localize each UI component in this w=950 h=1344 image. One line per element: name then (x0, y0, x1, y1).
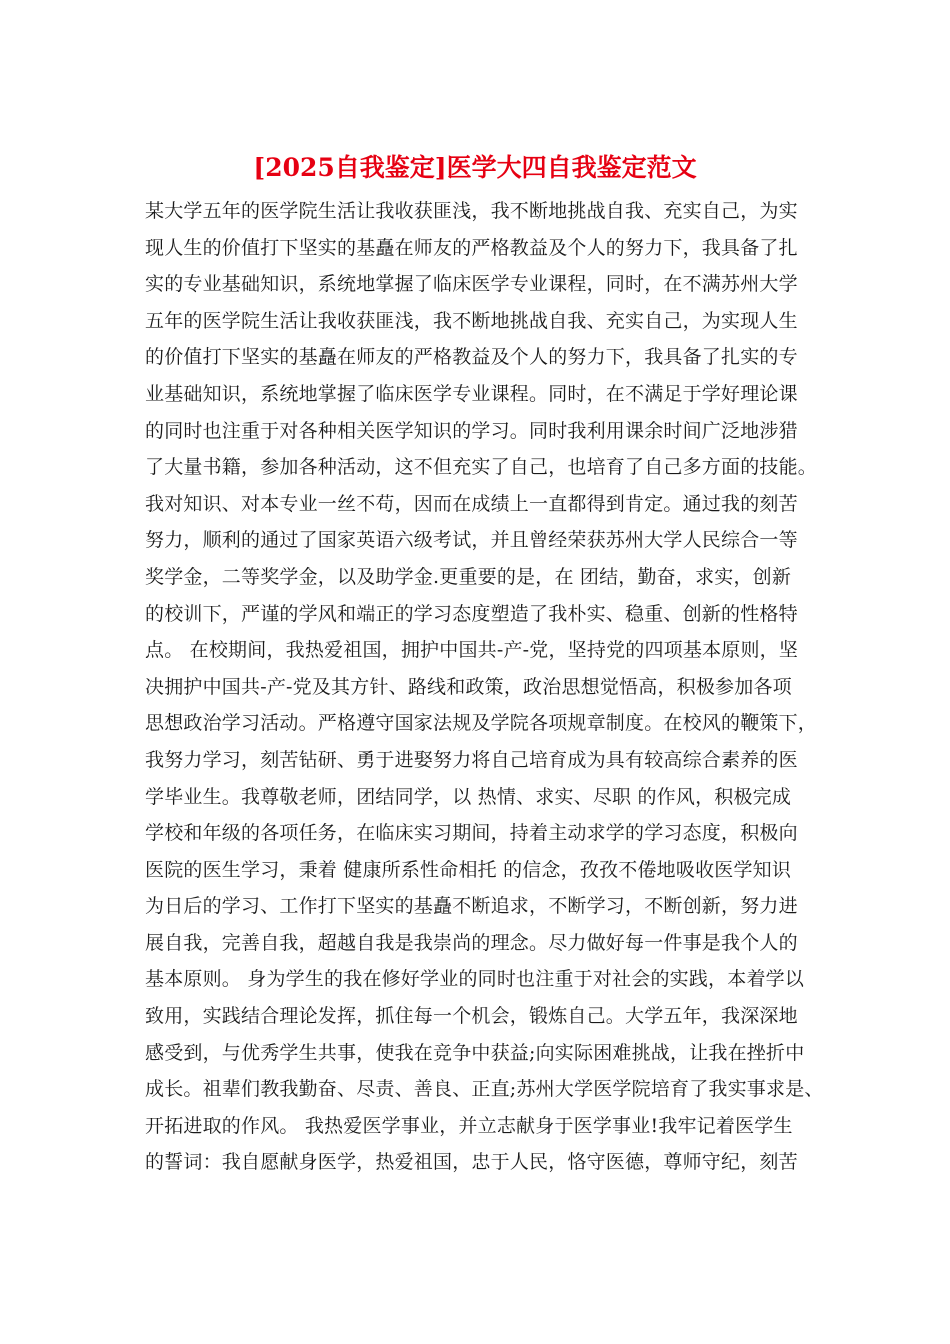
body-line: 思想政治学习活动。严格遵守国家法规及学院各项规章制度。在校风的鞭策下， (145, 712, 818, 735)
body-line: 现人生的价值打下坚实的基矗在师友的严格教益及个人的努力下，我具备了扎 (145, 236, 798, 259)
body-line: 学毕业生。我尊敬老师，团结同学，以 热情、求实、尽职 的作风，积极完成 (145, 785, 792, 808)
body-line: 为日后的学习、工作打下坚实的基矗不断追求，不断学习，不断创新，努力进 (145, 895, 798, 918)
body-line: 医院的医生学习，秉着 健康所系性命相托 的信念，孜孜不倦地吸收医学知识 (145, 858, 792, 881)
body-line: 实的专业基础知识，系统地掌握了临床医学专业课程，同时，在不满苏州大学 (145, 273, 798, 296)
body-line: 我对知识、对本专业一丝不苟，因而在成绩上一直都得到肯定。通过我的刻苦 (145, 492, 798, 515)
body-line: 成长。祖辈们教我勤奋、尽责、善良、正直;苏州大学医学院培育了我实事求是、 (145, 1078, 824, 1101)
body-line: 奖学金，二等奖学金，以及助学金.更重要的是，在 团结，勤奋，求实，创新 (145, 565, 792, 588)
document-body (145, 193, 825, 1181)
body-line: 的同时也注重于对各种相关医学知识的学习。同时我利用课余时间广泛地涉猎 (145, 419, 798, 442)
body-line: 的价值打下坚实的基矗在师友的严格教益及个人的努力下，我具备了扎实的专 (145, 346, 798, 369)
body-line: 努力，顺利的通过了国家英语六级考试，并且曾经荣获苏州大学人民综合一等 (145, 529, 798, 552)
body-line: 致用，实践结合理论发挥，抓住每一个机会，锻炼自己。大学五年，我深深地 (145, 1005, 798, 1028)
body-line: 某大学五年的医学院生活让我收获匪浅，我不断地挑战自我、充实自己，为实 (145, 200, 798, 222)
body-line: 了大量书籍，参加各种活动，这不但充实了自己，也培育了自己多方面的技能。 (145, 456, 818, 479)
body-line: 我努力学习，刻苦钻研、勇于进娶努力将自己培育成为具有较高综合素养的医 (145, 748, 798, 771)
body-line: 的誓词：我自愿献身医学，热爱祖国，忠于人民，恪守医德，尊师守纪，刻苦 (145, 1151, 798, 1174)
body-line: 学校和年级的各项任务，在临床实习期间，持着主动求学的学习态度，积极向 (145, 822, 798, 845)
body-line: 五年的医学院生活让我收获匪浅，我不断地挑战自我、充实自己，为实现人生 (145, 309, 798, 332)
body-line: 感受到，与优秀学生共事，使我在竞争中获益;向实际困难挑战，让我在挫折中 (145, 1041, 805, 1064)
body-line: 业基础知识，系统地掌握了临床医学专业课程。同时，在不满足于学好理论课 (145, 382, 798, 405)
document-title: [2025自我鉴定]医学大四自我鉴定范文 (253, 153, 697, 182)
body-line: 展自我，完善自我，超越自我是我崇尚的理念。尽力做好每一件事是我个人的 (145, 931, 798, 954)
body-line: 决拥护中国共-产-党及其方针、路线和政策，政治思想觉悟高，积极参加各项 (145, 675, 792, 698)
body-line: 基本原则。 身为学生的我在修好学业的同时也注重于对社会的实践，本着学以 (145, 968, 805, 991)
body-line: 开拓进取的作风。 我热爱医学事业，并立志献身于医学事业!我牢记着医学生 (145, 1114, 793, 1137)
body-line: 的校训下，严谨的学风和端正的学习态度塑造了我朴实、稳重、创新的性格特 (145, 602, 798, 625)
body-line: 点。 在校期间，我热爱祖国，拥护中国共-产-党，坚持党的四项基本原则，坚 (145, 639, 799, 662)
